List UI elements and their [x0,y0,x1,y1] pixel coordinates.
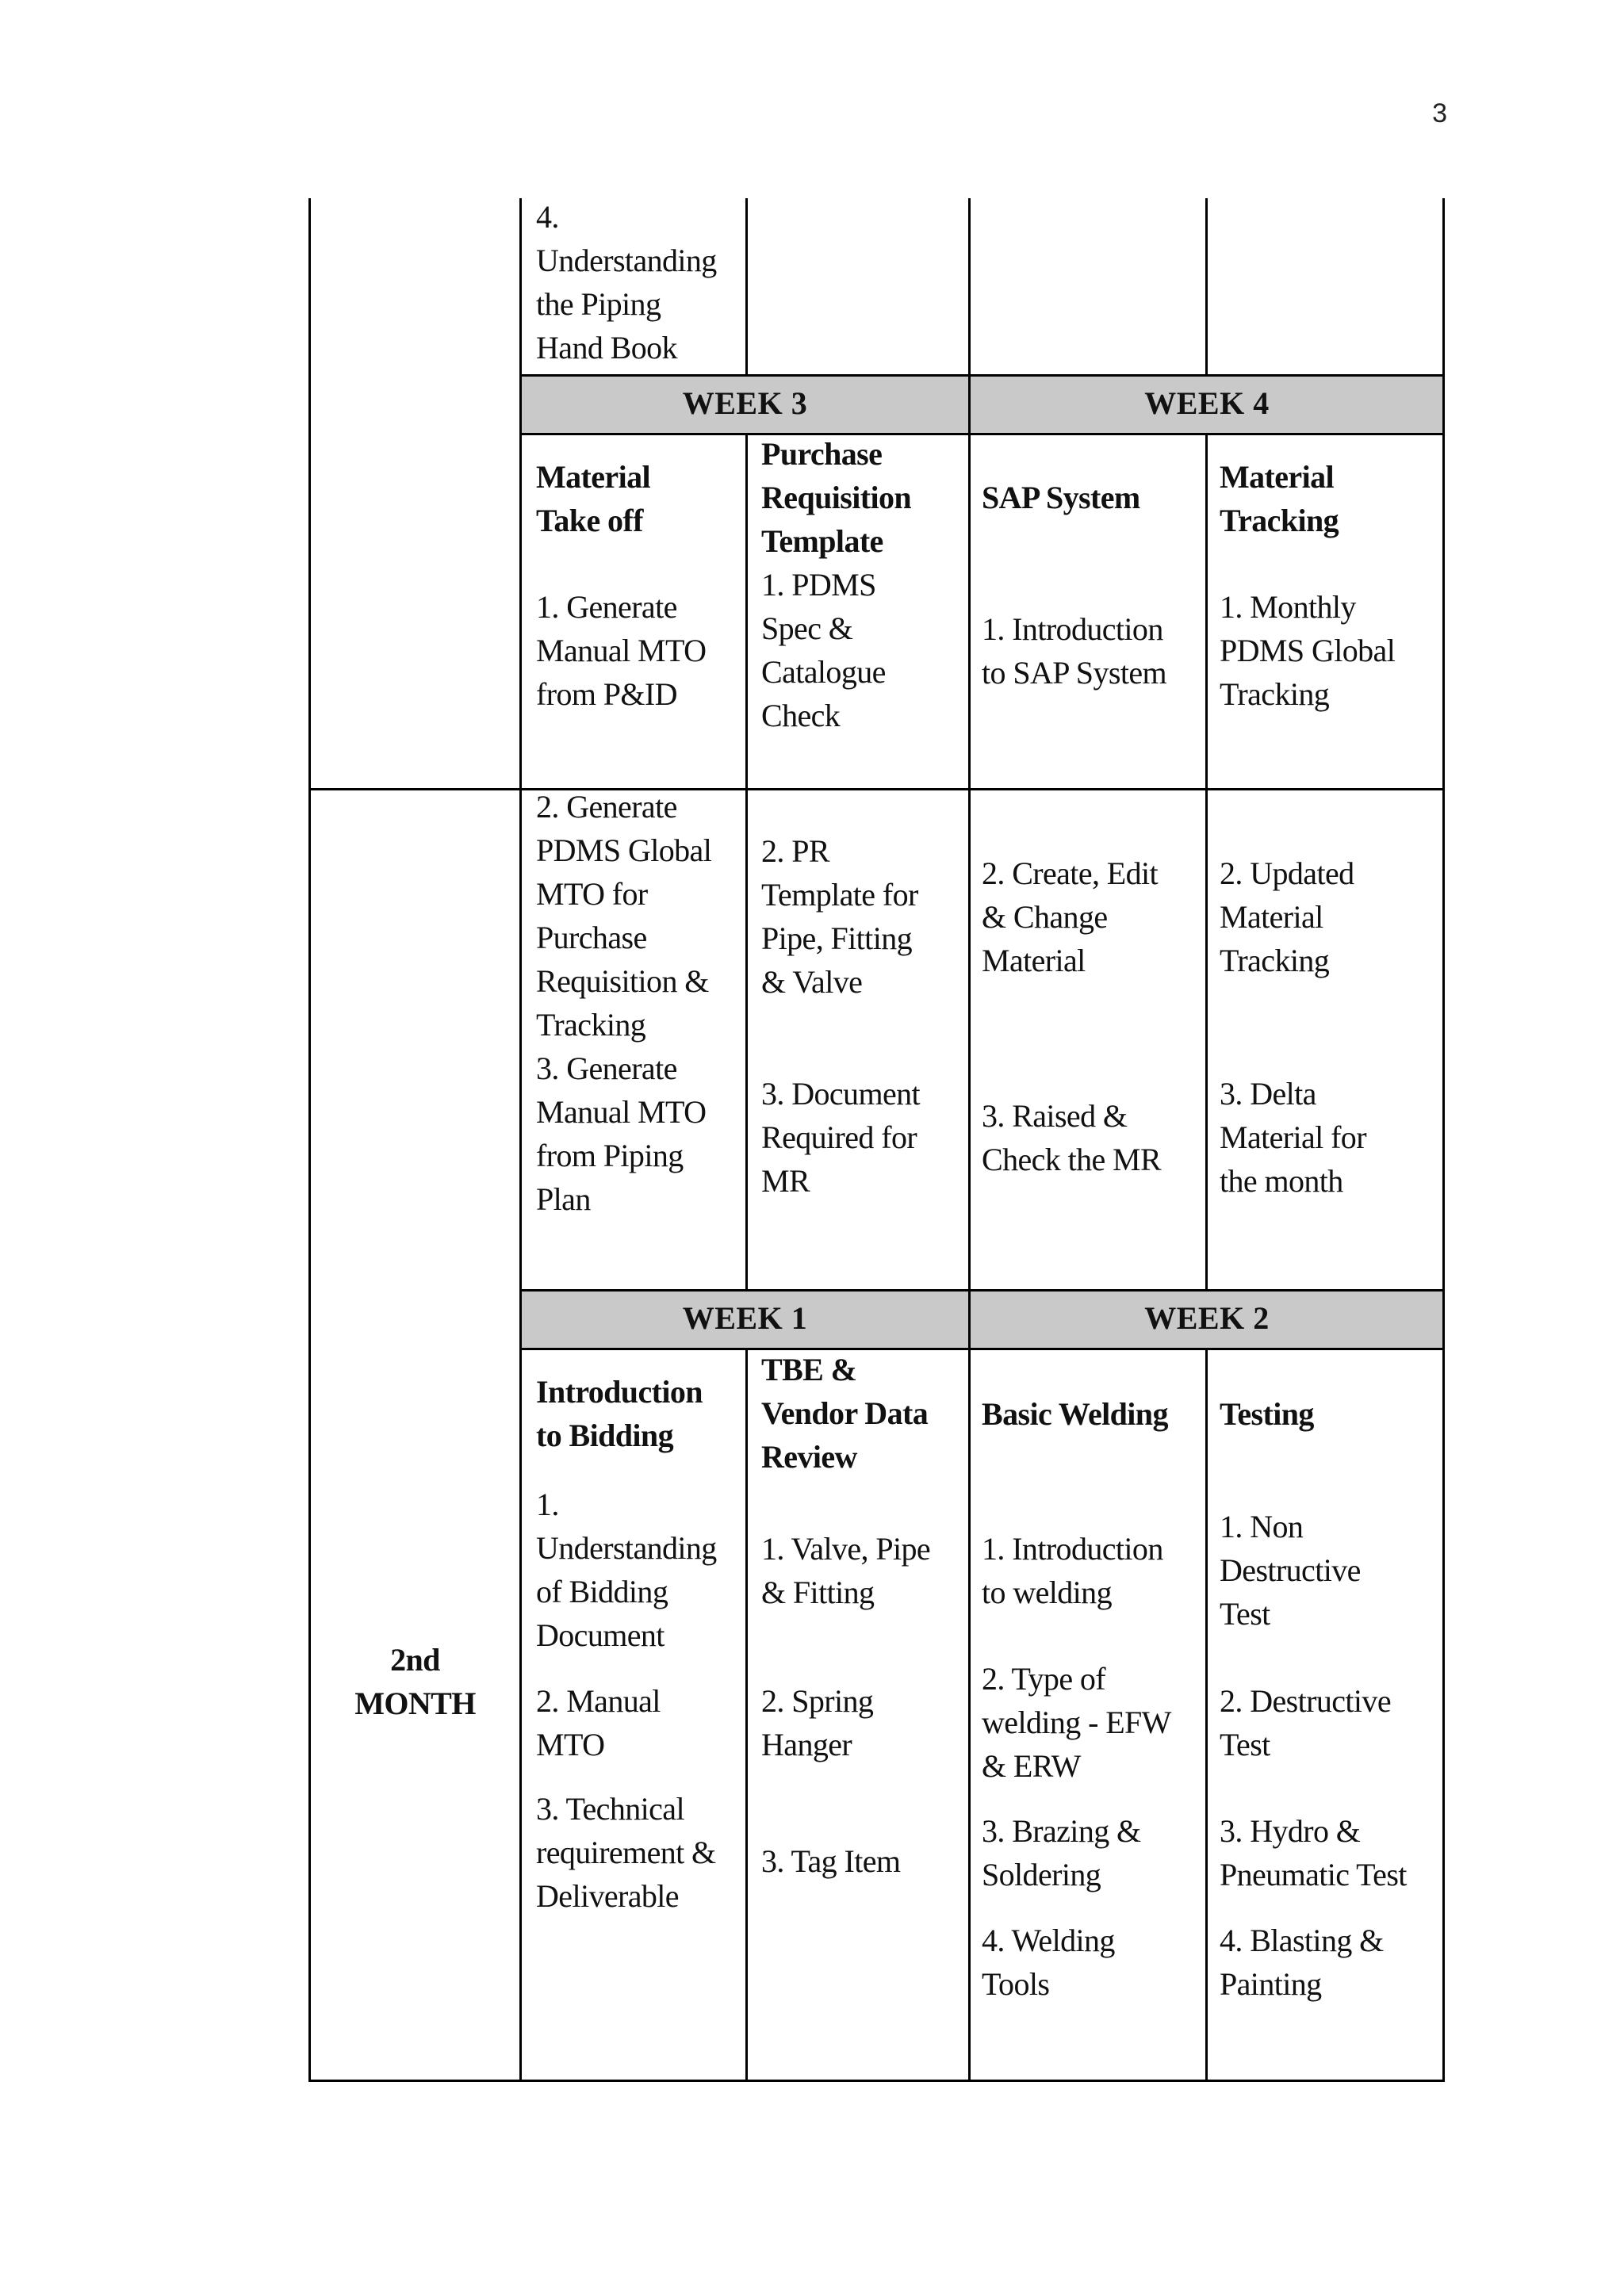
table-border-right [1442,198,1445,2082]
cell-updated-material-tracking-items: 2. Updated Material Tracking [1220,855,1354,978]
table-col-line-2a [745,198,748,374]
cell-create-edit-material-items: 2. Create, Edit & Change Material [982,855,1159,978]
cell-tbe-item-1: 1. Valve, Pipe & Fitting [761,1531,931,1610]
cell-tbe-item-2: 2. Spring Hanger [761,1683,874,1762]
cell-testing-item-2: 2. Destructive Test [1220,1683,1391,1762]
row-line-month-divider [308,788,1445,790]
cell-delta-material-items: 3. Delta Material for the month [1220,1076,1366,1199]
cell-pr-template-items: 2. PR Template for Pipe, Fitting & Valve [761,833,918,1000]
table-col-line-2b [745,433,748,1289]
cell-welding-item-3: 3. Brazing & Soldering [982,1813,1141,1892]
cell-testing-item-1: 1. Non Destructive Test [1220,1509,1361,1632]
week-header-week-3: WEEK 3 [682,385,808,421]
cell-sap-system-items: 1. Introduction to SAP System [982,611,1167,691]
cell-testing-item-3: 3. Hydro & Pneumatic Test [1220,1813,1407,1892]
cell-bidding-item-3: 3. Technical requirement & Deliverable [536,1791,716,1914]
cell-testing: Testing [1220,1396,1314,1432]
row-line-week-b-top [519,1289,1445,1292]
table-col-line-2c [745,1348,748,2082]
cell-material-take-off: Material Take off [536,459,651,538]
week-header-week-2: WEEK 2 [1144,1300,1270,1336]
page-number: 3 [1432,98,1447,128]
cell-bidding-item-2: 2. Manual MTO [536,1683,661,1762]
cell-introduction-to-bidding: Introduction to Bidding [536,1374,703,1453]
cell-purchase-requisition-template: Purchase Requisition Template 1. PDMS Spec & Catalogue Check [761,436,912,733]
cell-understanding-piping-handbook: 4. Understanding the Piping Hand Book [536,199,717,365]
cell-welding-item-1: 1. Introduction to welding [982,1531,1163,1610]
cell-generate-mto-items: 2. Generate PDMS Global MTO for Purchase Requisition & Tracking 3. Generate Manual MTO from Piping Plan [536,789,712,1217]
table-col-line-4c [1205,1348,1208,2082]
cell-sap-system: SAP System [982,480,1140,515]
table-col-line-4a [1205,198,1208,374]
cell-welding-item-2: 2. Type of welding - EFW & ERW [982,1661,1171,1784]
table-col-line-4b [1205,433,1208,1289]
row-line-week-a-top [519,374,1445,377]
week-header-week-4: WEEK 4 [1144,385,1270,421]
table-border-left [308,198,311,2082]
row-line-week-b-bottom [519,1348,1445,1350]
table-col-line-1 [519,198,522,2082]
month-label: 2nd MONTH [354,1642,476,1721]
cell-testing-item-4: 4. Blasting & Painting [1220,1923,1384,2002]
table-col-line-3 [968,198,971,2082]
cell-basic-welding: Basic Welding [982,1396,1168,1432]
cell-bidding-item-1: 1. Understanding of Bidding Document [536,1487,717,1653]
row-line-week-a-bottom [519,433,1445,435]
cell-material-take-off-items: 1. Generate Manual MTO from P&ID [536,589,707,712]
cell-document-required-items: 3. Document Required for MR [761,1076,921,1199]
cell-welding-item-4: 4. Welding Tools [982,1923,1115,2002]
week-header-week-1: WEEK 1 [682,1300,808,1336]
table-border-bottom [308,2080,1445,2082]
cell-material-tracking-items: 1. Monthly PDMS Global Tracking [1220,589,1396,712]
cell-tbe-item-3: 3. Tag Item [761,1843,901,1879]
cell-material-tracking: Material Tracking [1220,459,1339,538]
cell-raised-check-mr-items: 3. Raised & Check the MR [982,1098,1162,1177]
cell-tbe-vendor-data-review: TBE & Vendor Data Review [761,1352,929,1475]
